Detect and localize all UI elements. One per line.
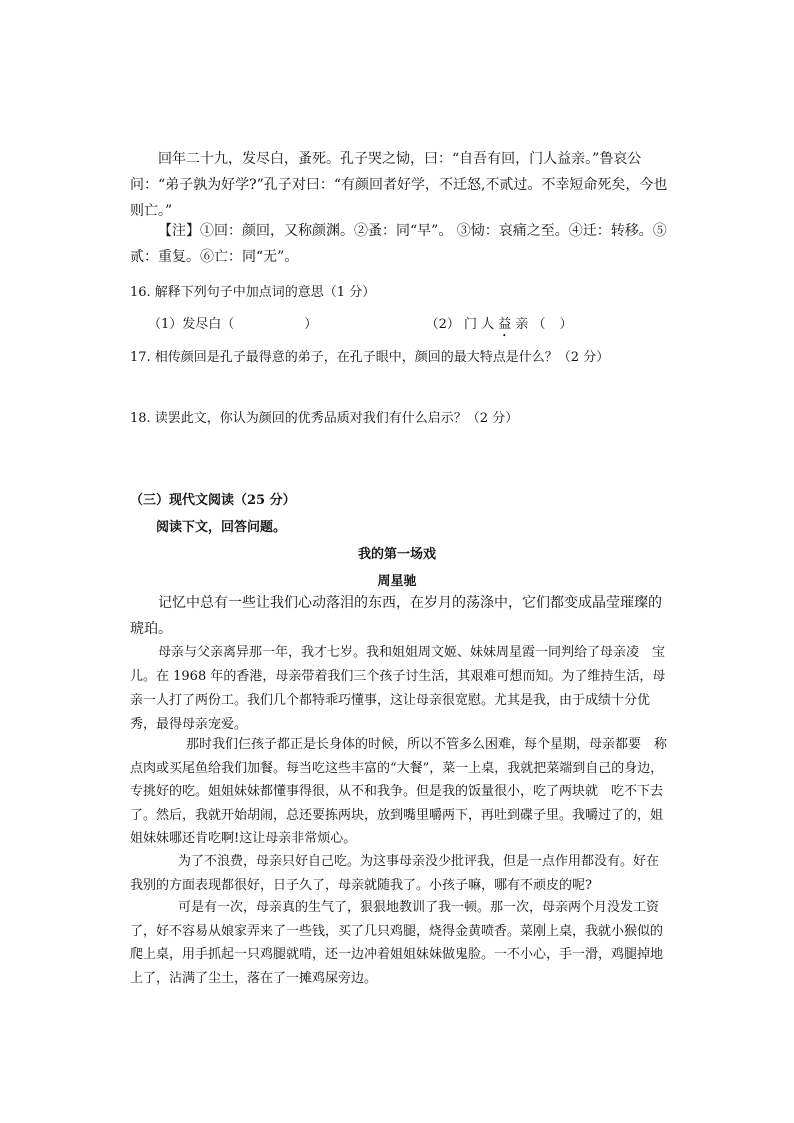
classical-text-notes: 【注】①回：颜回，又称颜渊。②蚤：同“早”。 ③恸：哀痛之至。④迁：转移。⑤贰：重复。⑥亡：同“无”。 <box>130 223 667 265</box>
question-16-item-2-text: （2） 门 人 <box>425 317 499 332</box>
dotted-word: 益 <box>498 317 512 332</box>
question-16-item-1-close: ） <box>304 317 318 332</box>
classical-text-paragraph: 回年二十九，发尽白，蚤死。孔子哭之恸，曰：“自吾有回，门人益亲。”鲁哀公问：“弟子孰为好学?”孔子对曰：“有颜回者好学，不迁怒,不贰过。不幸短命死矣，今也则亡。” <box>130 151 668 219</box>
question-16: 16. 解释下列句子中加点词的意思（1 分） <box>130 285 376 300</box>
question-16-item-1-text: （1）发尽白（ <box>148 317 235 332</box>
question-16-items <box>148 313 688 340</box>
question-16-item-2 <box>426 317 573 332</box>
article-author: 周星驰 <box>377 574 417 589</box>
question-17: 17. 相传颜回是孔子最得意的弟子，在孔子眼中，颜回的最大特点是什么？（2 分） <box>130 350 610 365</box>
section-heading: （三）现代文阅读（25 分） <box>130 493 296 508</box>
article-paragraph-1: 记忆中总有一些让我们心动落泪的东西，在岁月的荡涤中，它们都变成晶莹璀璨的琥珀。 <box>130 595 662 637</box>
reading-instruction: 阅读下文，回答问题。 <box>156 520 287 535</box>
question-18: 18. 读罢此文，你认为颜回的优秀品质对我们有什么启示？（2 分） <box>130 411 519 426</box>
article-paragraph-3: 那时我们仨孩子都正是长身体的时候，所以不管多么困难，每个星期，母亲都要 称点肉或买尾鱼给我们加餐。每当吃这些丰富的“大餐”，菜一上桌，我就把菜端到自己的身边，专挑好的吃。姐姐妹妹都懂事得很，从不和我争。但是我的饭量很小，吃了两块就 吃不下去了。然后，我就开始胡闹，总还要拣两块，放到嘴里嚼两下，再吐到碟子里。我嚼过了的，姐姐妹妹哪还肯吃啊!这让母亲非常烦心。 <box>130 737 668 846</box>
article-paragraph-5: 可是有一次，母亲真的生气了，狠狠地教训了我一顿。那一次，母亲两个月没发工资了，好不容易从娘家弄来了一些钱，买了几只鸡腿，烧得金黄喷香。菜刚上桌，我就小猴似的爬上桌，用手抓起一只鸡腿就啃，还一边冲着姐姐妹妹做鬼脸。一不小心，手一滑，鸡腿掉地上了，沾满了尘土，落在了一摊鸡屎旁边。 <box>130 900 664 986</box>
article-paragraph-4: 为了不浪费，母亲只好自己吃。为这事母亲没少批评我，但是一点作用都没有。好在我别的方面表现都很好，日子久了，母亲就随我了。小孩子嘛，哪有不顽皮的呢? <box>130 854 660 893</box>
question-16-item-2-mid: 亲 （ <box>511 317 546 332</box>
article-paragraph-2: 母亲与父亲离异那一年，我才七岁。我和姐姐周文姬、妹妹周星霞一同判给了母亲凌 宝儿。在 1968 年的香港，母亲带着我们三个孩子讨生活，其艰难可想而知。为了维持生活，母亲一人打了两份工。我们几个都特乖巧懂事，这让母亲很宽慰。尤其是我，由于成绩十分优秀，最得母亲宠爱。 <box>130 645 666 732</box>
question-16-item-2-close: ） <box>559 317 573 332</box>
article-title: 我的第一场戏 <box>357 547 436 562</box>
question-16-item-1 <box>148 317 321 332</box>
